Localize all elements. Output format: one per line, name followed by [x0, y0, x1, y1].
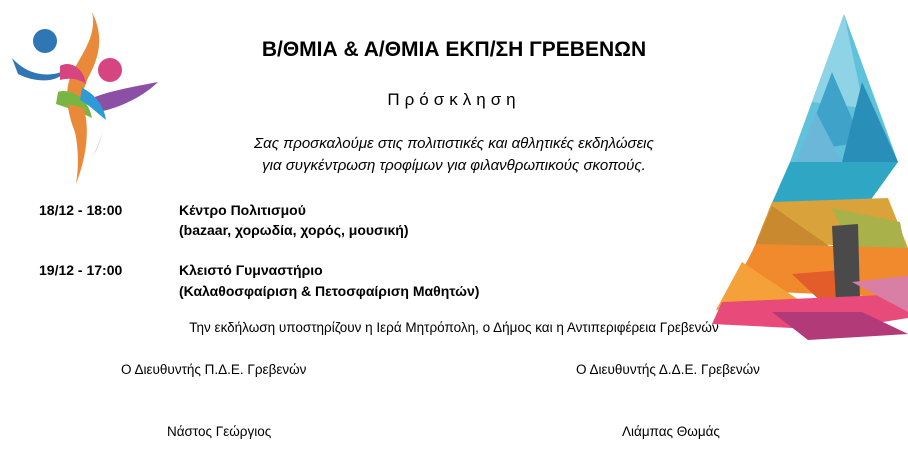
- right-signatory-name: Λιάμπας Θωμάς: [622, 424, 720, 439]
- event-place-2: Κλειστό Γυμναστήριο: [179, 262, 323, 278]
- right-signatory-role: Ο Διευθυντής Δ.Δ.Ε. Γρεβενών: [576, 362, 760, 377]
- left-signatory-role: Ο Διευθυντής Π.Δ.Ε. Γρεβενών: [121, 362, 307, 377]
- supporters-line: Την εκδήλωση υποστηρίζουν η Ιερά Μητρόπολη, ο Δήμος και η Αντιπεριφέρεια Γρεβενών: [189, 320, 719, 335]
- intro-line-2: για συγκέντρωση τροφίμων για φιλανθρωπικούς σκοπούς.: [262, 157, 646, 174]
- event-details-1: (bazaar, χορωδία, χορός, μουσική): [179, 222, 409, 238]
- left-signatory-name: Νάστος Γεώργιος: [167, 424, 272, 439]
- invitation-heading: Πρόσκληση: [387, 90, 521, 109]
- event-date-1: 18/12 - 18:00: [39, 202, 123, 218]
- event-place-1: Κέντρο Πολιτισμού: [179, 202, 306, 218]
- event-date-2: 19/12 - 17:00: [39, 262, 123, 278]
- event-details-2: (Καλαθοσφαίριση & Πετοσφαίριση Μαθητών): [179, 283, 480, 299]
- page-title: Β/ΘΜΙΑ & Α/ΘΜΙΑ ΕΚΠ/ΣΗ ΓΡΕΒΕΝΩΝ: [261, 38, 647, 61]
- intro-line-1: Σας προσκαλούμε στις πολιτιστικές και αθλητικές εκδηλώσεις: [254, 135, 654, 152]
